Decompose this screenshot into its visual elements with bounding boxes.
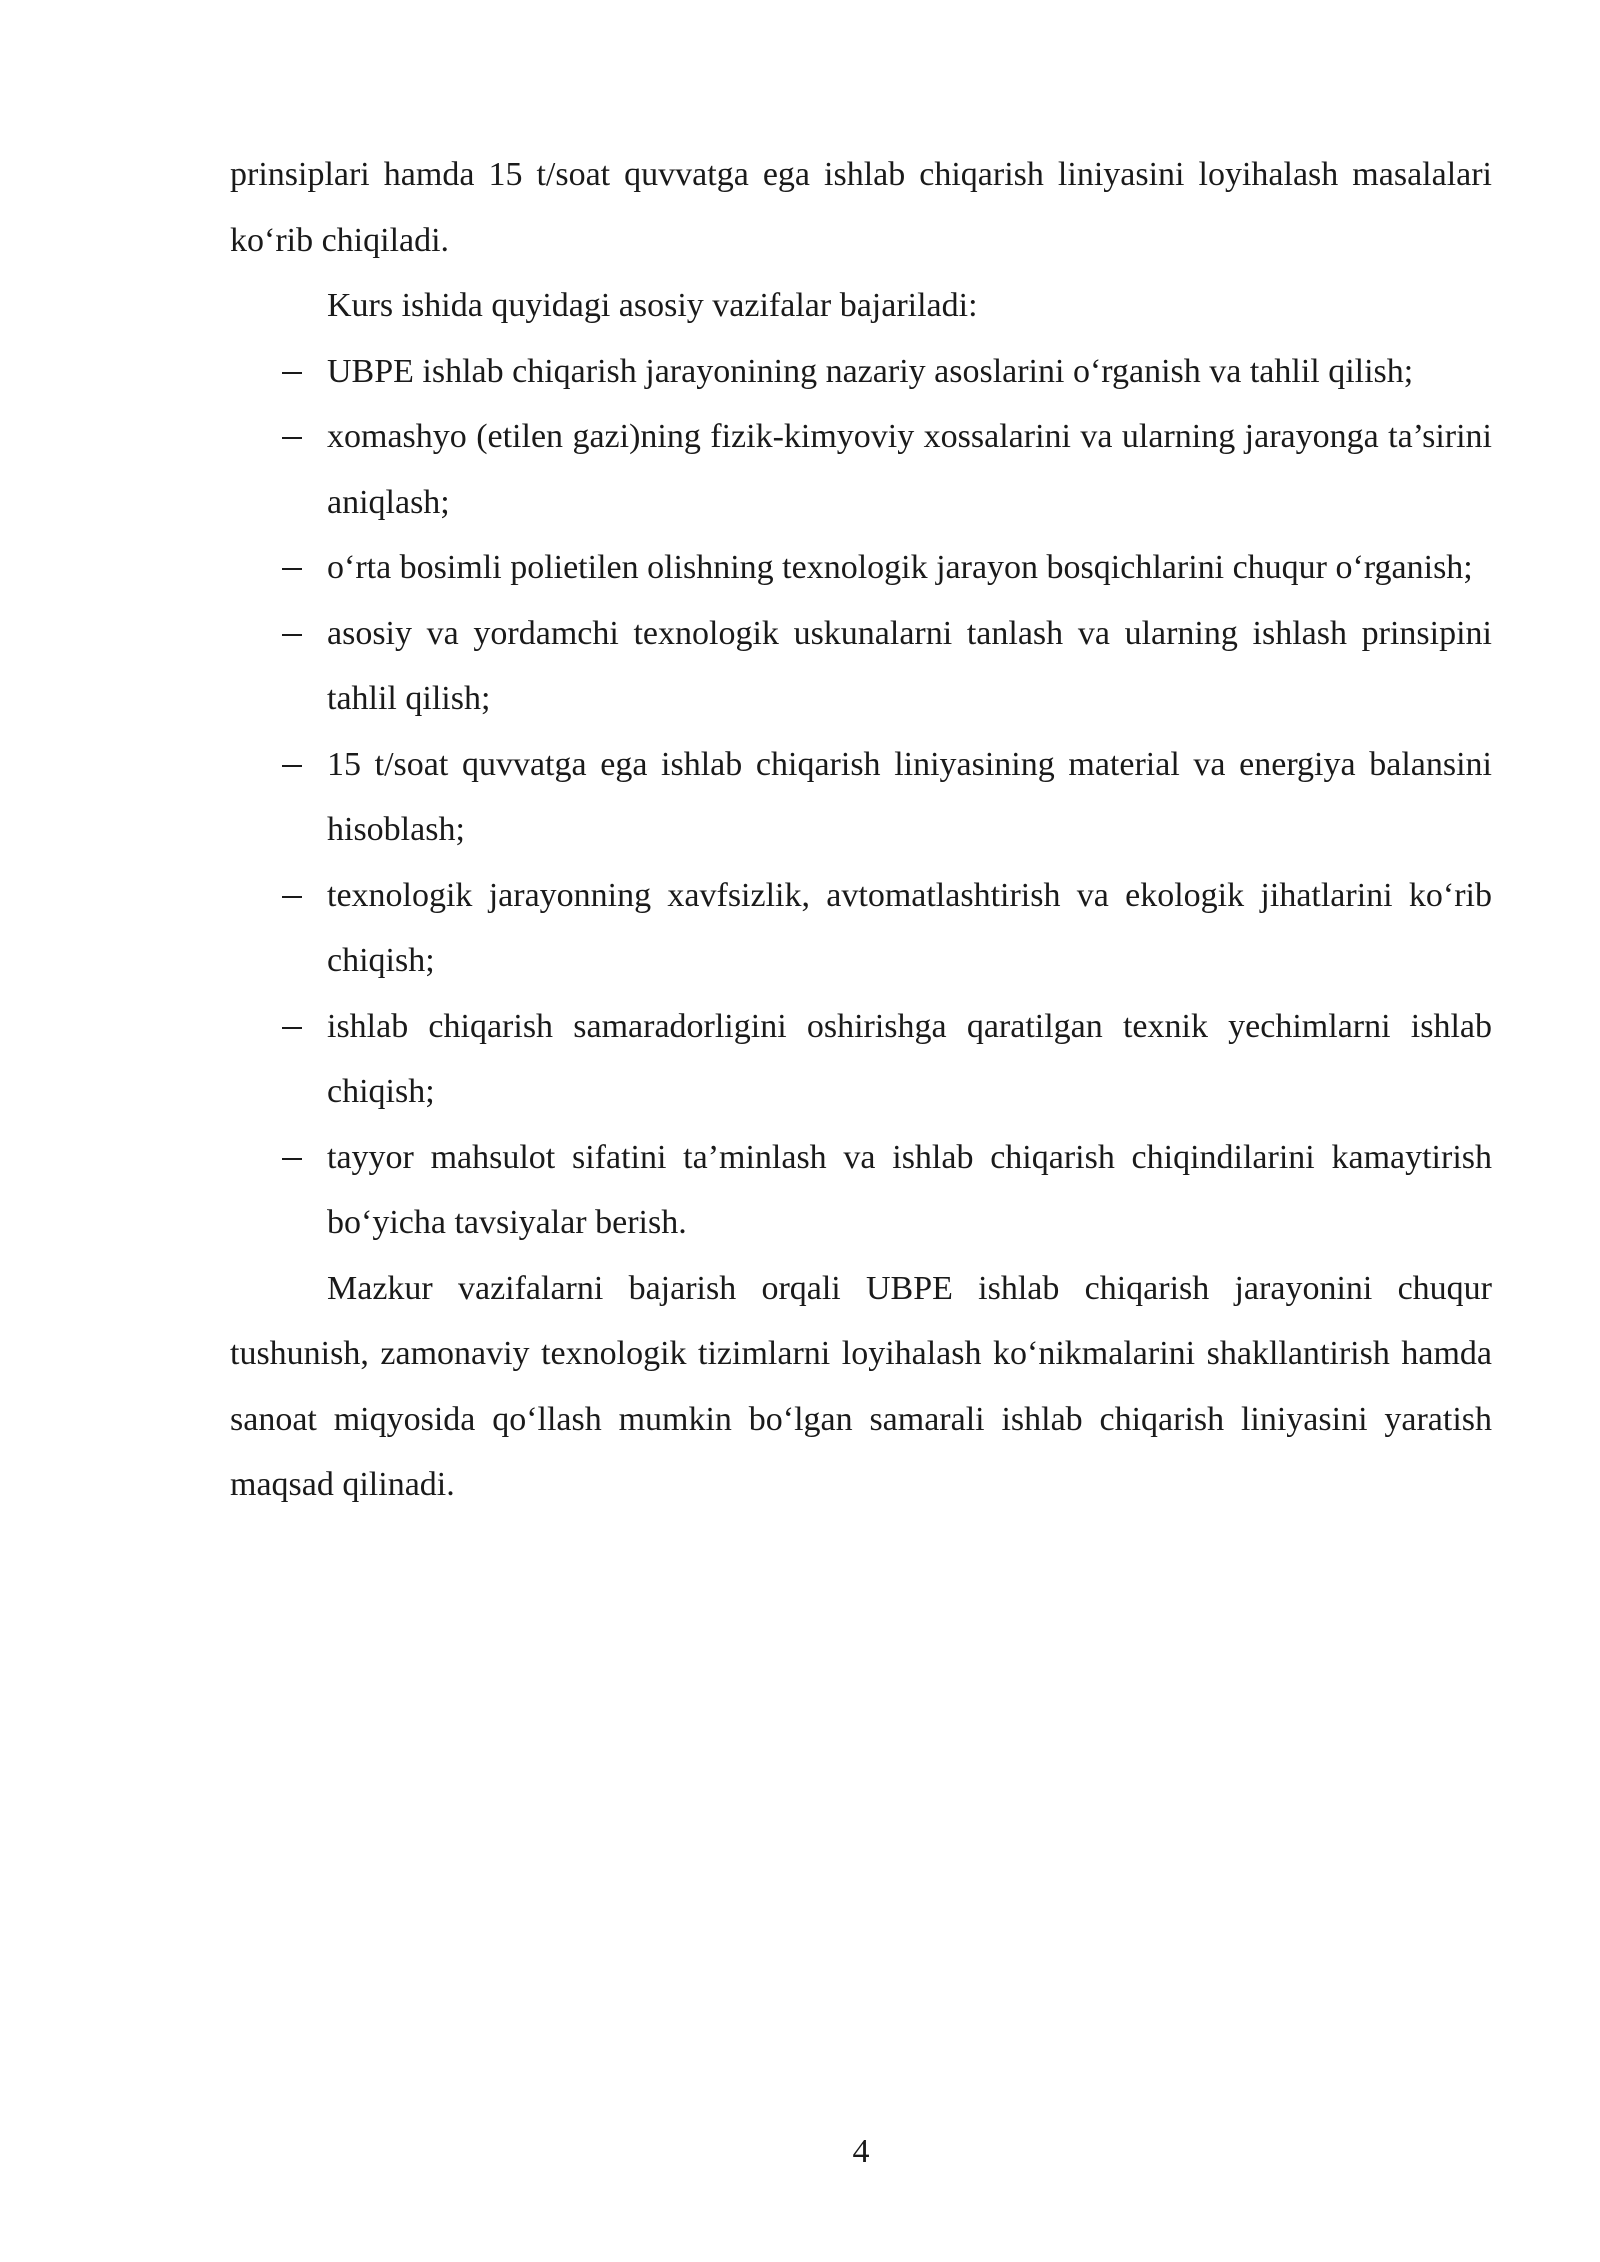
task-list <box>230 339 1492 1256</box>
list-item <box>230 863 1492 994</box>
list-item-text: tayyor mahsulot sifatini ta’minlash va ishlab chiqarish chiqindilarini kamaytirish bo‘yicha tavsiyalar berish. <box>327 1138 1492 1241</box>
list-item <box>230 535 1492 601</box>
list-item <box>230 1125 1492 1256</box>
intro-paragraph: prinsiplari hamda 15 t/soat quvvatga ega ishlab chiqarish liniyasini loyihalash masalalari ko‘rib chiqiladi. <box>230 156 1492 259</box>
list-item <box>230 601 1492 732</box>
list-item-text: asosiy va yordamchi texnologik uskunalarni tanlash va ularning ishlash prinsipini tahlil qilish; <box>327 614 1492 717</box>
list-item-text: 15 t/soat quvvatga ega ishlab chiqarish liniyasining material va energiya balansini hisoblash; <box>327 745 1492 848</box>
list-item-text: UBPE ishlab chiqarish jarayonining nazariy asoslarini o‘rganish va tahlil qilish; <box>327 352 1414 390</box>
list-item-text: texnologik jarayonning xavfsizlik, avtomatlashtirish va ekologik jihatlarini ko‘rib chiqish; <box>327 876 1492 979</box>
list-item <box>230 404 1492 535</box>
list-item-text: ishlab chiqarish samaradorligini oshirishga qaratilgan texnik yechimlarni ishlab chiqish; <box>327 1007 1492 1110</box>
list-item <box>230 339 1492 405</box>
list-item-text: xomashyo (etilen gazi)ning fizik-kimyoviy xossalarini va ularning jarayonga ta’sirini aniqlash; <box>327 418 1492 521</box>
conclusion-paragraph: Mazkur vazifalarni bajarish orqali UBPE ishlab chiqarish jarayonini chuqur tushunish, zamonaviy texnologik tizimlarni loyihalash ko‘nikmalarini shakllantirish hamda sanoat miqyosida qo‘llash mumkin bo‘lgan samarali ishlab chiqarish liniyasini yaratish maqsad qilinadi. <box>230 1269 1492 1503</box>
list-item <box>230 732 1492 863</box>
page-body <box>230 142 1492 1518</box>
page-number: 4 <box>852 2133 870 2170</box>
tasks-heading: Kurs ishida quyidagi asosiy vazifalar bajariladi: <box>327 287 978 324</box>
list-item <box>230 994 1492 1125</box>
list-item-text: o‘rta bosimli polietilen olishning texnologik jarayon bosqichlarini chuqur o‘rganish; <box>327 549 1473 586</box>
